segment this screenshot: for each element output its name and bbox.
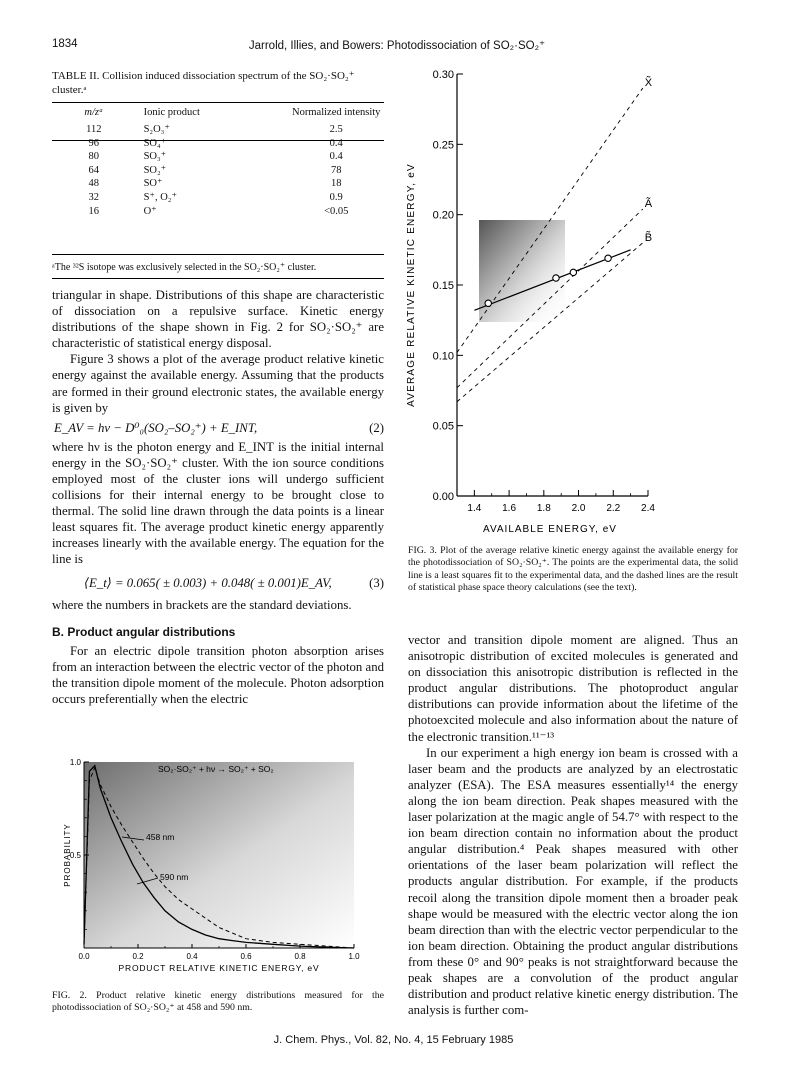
fig2-x-tick-label: 0.4: [186, 952, 198, 961]
fig3-data-point: [485, 300, 491, 306]
mz-cell: 32: [88, 191, 100, 203]
fig3-ylabel: AVERAGE RELATIVE KINETIC ENERGY, eV: [406, 163, 417, 407]
mz-cell: 112: [86, 124, 102, 135]
fig3-y-tick-label: 0.30: [432, 69, 454, 81]
running-title: Jarrold, Illies, and Bowers: Photodissociation of SO₂·SO₂⁺: [248, 40, 546, 52]
fig2-x-tick-label: 0.6: [240, 952, 252, 961]
product-cell: SO₃⁺: [143, 151, 167, 163]
intensity-cell: <0.05: [324, 205, 349, 217]
table-rule: [52, 254, 384, 255]
table-row: [52, 205, 384, 219]
equation-text: ⟨E_t⟩ = 0.065( ± 0.003) + 0.048( ± 0.001)E_AV,: [84, 575, 332, 590]
intensity-cell: 0.4: [329, 137, 343, 149]
table-caption: TABLE II. Collision induced dissociation spectrum of the SO₂·SO₂⁺ cluster.ᵃ: [52, 70, 355, 96]
right-column-text: [408, 632, 738, 1018]
col-header: Normalized intensity: [292, 107, 381, 118]
table-row: [52, 137, 384, 151]
fig3-xlabel: AVAILABLE ENERGY, eV: [483, 524, 617, 535]
fig3-data-point: [605, 255, 611, 261]
mz-cell: 96: [88, 137, 100, 149]
paragraph: In our experiment a high energy ion beam is crossed with a laser beam and the products are analyzed by an electrostatic analyzer (ESA). The ESA measures essentially¹⁴ the energy along the ion beam direction. Peak shapes measured with the laser polarization at the magic angle of 54.7° with respect to the ion beam direction contain no information about the product angular distribution.⁴ Peak shapes measured with other orientations of the laser beam polarization will reflect the products angular distribution. For example, if the products recoil along the transition dipole moment then a broader peak shape would be measured with the electric vector along the ion beam direction than with the electric vector perpendicular to the ion beam direction. Obtaining the product angular distributions from these 0° and 90° peaks is not straightforward because the peak shapes are a convolution of the product angular distribution and product relative kinetic energy distribution. The analysis is further com-: [408, 745, 738, 1018]
equation-number: (2): [369, 420, 384, 435]
fig3-x-tick-label: 1.4: [467, 503, 482, 514]
fig3-y-tick-label: 0.00: [432, 491, 454, 503]
product-cell: S₂O₃⁺: [143, 124, 170, 135]
fig2-background: [84, 762, 354, 948]
equation-2: [52, 421, 384, 436]
fig2-x-tick-label: 0.8: [294, 952, 306, 961]
mz-cell: 48: [88, 178, 100, 190]
fig2-title: SO₂·SO₂⁺ + hν → SO₂⁺ + SO₂: [158, 764, 274, 774]
intensity-cell: 18: [330, 178, 342, 190]
equation-number: (3): [369, 575, 384, 590]
table-row: [52, 150, 384, 164]
left-column-text: [52, 287, 384, 707]
fig3-dashed-line-label: Ã: [644, 198, 653, 211]
fig2-xlabel: PRODUCT RELATIVE KINETIC ENERGY, eV: [118, 963, 320, 973]
intensity-cell: 2.5: [329, 124, 343, 135]
fig3-y-tick-label: 0.20: [432, 209, 454, 222]
mz-cell: 80: [88, 151, 100, 163]
intensity-cell: 0.4: [329, 151, 343, 163]
fig3-caption: FIG. 3. Plot of the average relative kinetic energy against the available energy for the photodissociation of SO₂·SO₂⁺. The points are the experimental data, the solid line is a least squares fit to the experimental data, and the dashed lines are the result of statistical phase space theory calculations (see the text).: [408, 545, 738, 594]
table-rule: [52, 278, 384, 279]
product-cell: SO⁺: [143, 178, 163, 190]
mz-cell: 16: [88, 205, 100, 217]
table-ii: [52, 105, 384, 218]
table-footnote: ᵃThe ³²S isotope was exclusively selected in the SO₂·SO₂⁺ cluster.: [52, 262, 317, 273]
fig2-label-590: 590 nm: [160, 872, 189, 882]
table-rule: [52, 140, 384, 141]
equation-3: [52, 576, 384, 591]
paragraph: For an electric dipole transition photon absorption arises from an interaction between the electric vector of the photon and the transition dipole moment of the molecule. Photon adsorption occurs preferentially when the electric: [52, 643, 384, 706]
fig3-x-tick-label: 2.2: [606, 503, 621, 514]
fig3-y-tick-label: 0.10: [432, 350, 454, 363]
fig2-ylabel: PROBABILITY: [63, 823, 72, 887]
fig2-x-tick-label: 0.2: [132, 952, 144, 961]
table-row: [52, 191, 384, 205]
mz-cell: 64: [88, 164, 100, 176]
fig3-data-point: [570, 269, 576, 275]
table-row: [52, 164, 384, 178]
fig3-y-tick-label: 0.15: [432, 280, 454, 292]
fig2-x-tick-label: 0.0: [78, 952, 90, 961]
page-footer: J. Chem. Phys., Vol. 82, No. 4, 15 February 1985: [273, 1034, 514, 1046]
intensity-cell: 78: [330, 164, 342, 176]
fig2-y-tick-label: 1.0: [69, 758, 81, 767]
product-cell: S⁺, O₂⁺: [143, 191, 178, 203]
table-row: [52, 123, 384, 137]
section-heading: B. Product angular distributions: [52, 624, 236, 639]
page-number: 1834: [52, 38, 78, 50]
equation-text: E_AV = hν − D⁰₀(SO₂–SO₂⁺) + E_INT,: [54, 420, 258, 435]
paragraph: triangular in shape. Distributions of this shape are characteristic of dissociation on a repulsive surface. Kinetic energy distributions of the shape shown in Fig. 2 for SO₂·SO₂⁺ are characteristic of statistical energy disposal.: [52, 288, 384, 351]
fig2-chart: [40, 750, 380, 980]
fig2-caption: FIG. 2. Product relative kinetic energy distributions measured for the photodissociation of SO₂·SO₂⁺ at 458 and 590 nm.: [52, 990, 384, 1014]
fig2-label-458: 458 nm: [146, 832, 175, 842]
fig3-x-tick-label: 2.0: [571, 503, 586, 514]
fig3-chart: [400, 62, 745, 542]
fig3-x-tick-label: 1.8: [536, 503, 551, 514]
fig3-x-tick-label: 2.4: [641, 503, 655, 514]
product-cell: SO₂⁺: [143, 164, 167, 176]
paragraph: Figure 3 shows a plot of the average product relative kinetic energy against the available energy. Assuming that the products are formed in their ground electronic states, the available energy is given by: [52, 352, 384, 415]
table-header-row: [52, 105, 384, 123]
fig2-y-tick-label: 0.5: [69, 851, 81, 860]
product-cell: O⁺: [143, 205, 157, 217]
fig3-data-point: [553, 275, 559, 281]
fig3-dashed-line-label: B̃: [644, 231, 653, 244]
fig2-x-tick-label: 1.0: [348, 952, 360, 961]
paragraph: where hν is the photon energy and E_INT is the initial internal energy in the SO₂·SO₂⁺ cluster. With the ion source conditions employed most of the cluster ions will undergo sufficient collisions for their internal energy to be brought close to thermal. The solid line drawn through the data points is a linear least squares fit. The average product kinetic energy apparently increases linearly with the available energy. The equation for the line is: [52, 439, 384, 567]
fig3-shaded-region: [479, 220, 565, 322]
col-header: m/zᵃ: [84, 107, 104, 118]
table-row: [52, 177, 384, 191]
paragraph: where the numbers in brackets are the standard deviations.: [52, 597, 352, 612]
paragraph: vector and transition dipole moment are aligned. Thus an anisotropic distribution of excited molecules is generated and on dissociation this anisotropic distribution is reflected in the product angular distributions. The photoproduct angular distributions can provide information about the lifetime of the photoexcited molecule and also information about the nature of the electronic transition.¹¹⁻¹³: [408, 633, 738, 744]
fig3-x-tick-label: 1.6: [502, 503, 517, 514]
fig3-y-tick-label: 0.05: [432, 420, 454, 433]
product-cell: SO₄⁺: [143, 137, 167, 149]
fig3-dashed-line-label: X̃: [644, 77, 653, 90]
intensity-cell: 0.9: [329, 191, 343, 203]
col-header: Ionic product: [143, 107, 200, 118]
fig3-y-tick-label: 0.25: [432, 139, 454, 152]
table-rule: [52, 102, 384, 103]
